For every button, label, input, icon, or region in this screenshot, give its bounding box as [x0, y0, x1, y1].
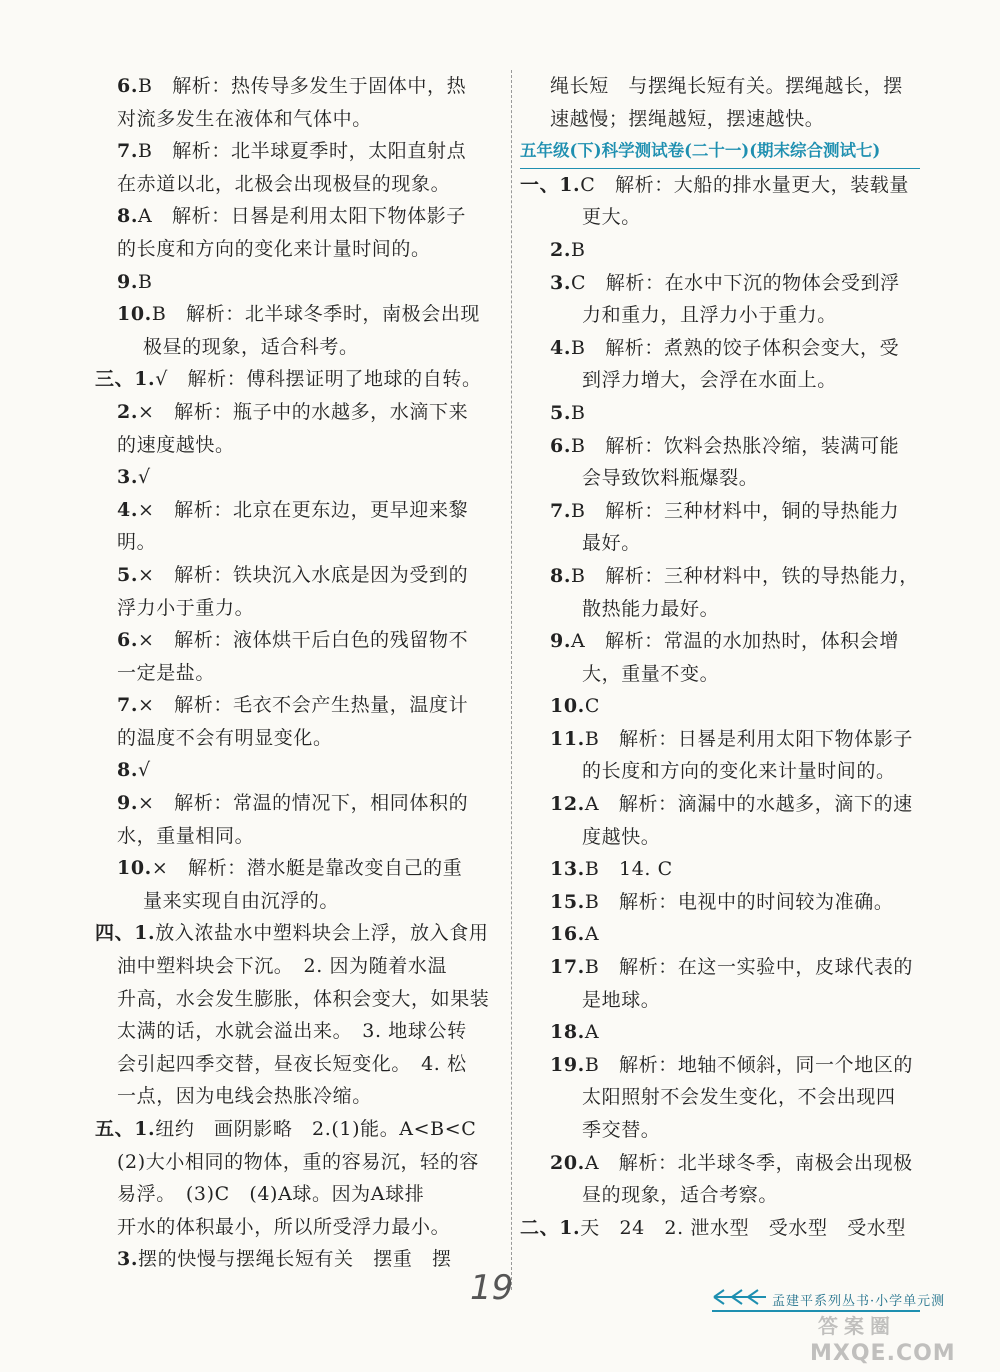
- answer-text: A: [584, 923, 600, 946]
- answer-line: [520, 103, 920, 136]
- answer-line: [95, 1048, 500, 1081]
- answer-text: B 解析：煮熟的饺子体积会变大，受: [571, 336, 900, 359]
- answer-line: [95, 70, 500, 103]
- answer-text: 季交替。: [582, 1119, 661, 1141]
- answer-line: [95, 885, 500, 918]
- answer-line: [520, 1114, 920, 1147]
- answer-text: 一定是盐。: [117, 661, 216, 684]
- answer-line: [95, 331, 500, 364]
- answer-text: 纽约 画阴影略 2.(1)能。A<B<C: [155, 1118, 477, 1140]
- answer-line: [520, 70, 920, 103]
- answer-text: 更大。: [582, 206, 641, 229]
- answer-text: 的速度越快。: [117, 433, 235, 456]
- answer-line: [95, 1015, 500, 1048]
- answer-text: B: [138, 270, 153, 293]
- answer-text: 绳长短 与摆绳长短有关。摆绳越长，摆: [550, 75, 903, 97]
- answer-line: [520, 853, 920, 886]
- question-number: 4.: [117, 498, 139, 521]
- answer-line: [520, 527, 920, 560]
- answer-line: [520, 462, 920, 495]
- answer-line: [95, 526, 500, 559]
- answer-line: [95, 461, 500, 494]
- answer-text: × 解析：铁块沉入水底是因为受到的: [138, 563, 469, 586]
- question-number: 8.: [117, 205, 139, 228]
- answer-text: A 解析：北半球冬季，南极会出现极: [584, 1151, 913, 1174]
- answer-line: [95, 689, 500, 722]
- answer-text: B 解析：地轴不倾斜，同一个地区的: [584, 1053, 914, 1076]
- watermark: [800, 1310, 990, 1368]
- answer-line: [520, 625, 920, 658]
- answer-line: [520, 234, 920, 267]
- answer-text: A 解析：常温的水加热时，体积会增: [571, 630, 899, 653]
- question-number: 4.: [550, 336, 572, 359]
- question-number: 9.: [117, 270, 139, 293]
- answer-line: [520, 430, 920, 463]
- question-number: 3.: [117, 1248, 139, 1271]
- answer-text: B 解析：北半球冬季时，南极会出现: [151, 303, 481, 326]
- question-number: 13.: [550, 858, 585, 881]
- answer-text: 天 24 2. 泄水型 受水型 受水型: [580, 1216, 906, 1239]
- answer-text: × 解析：毛衣不会产生热量，温度计: [138, 694, 469, 717]
- answer-text: 的长度和方向的变化来计量时间的。: [117, 237, 431, 260]
- answer-text: 到浮力增大，会浮在水面上。: [582, 369, 837, 392]
- arrow-icon: [712, 1286, 768, 1308]
- column-divider: [511, 70, 512, 1290]
- answer-text: A 解析：日晷是利用太阳下物体影子: [138, 205, 466, 228]
- answer-line: [95, 1080, 500, 1113]
- answer-text: B 解析：三种材料中，铜的导热能力: [571, 499, 900, 522]
- question-number: 2.: [550, 238, 572, 261]
- answer-text: × 解析：瓶子中的水越多，水滴下来: [138, 400, 469, 423]
- question-number: 10.: [117, 303, 152, 326]
- answer-line: [95, 363, 500, 396]
- answer-line: [95, 852, 500, 885]
- answer-line: [520, 1081, 920, 1114]
- answer-text: 摆的快慢与摆绳长短有关 摆重 摆: [138, 1248, 452, 1271]
- answer-line: [520, 201, 920, 234]
- answer-line: [520, 755, 920, 788]
- answer-line: [95, 200, 500, 233]
- answer-line: [95, 1146, 500, 1179]
- answer-text: B 解析：三种材料中，铁的导热能力，: [571, 564, 919, 587]
- answer-text: B 14. C: [584, 858, 673, 881]
- question-number: 一、1.: [520, 173, 581, 196]
- answer-line: [520, 1049, 920, 1082]
- question-number: 8.: [550, 564, 572, 587]
- question-number: 3.: [117, 466, 139, 489]
- answer-text: 一点，因为电线会热胀冷缩。: [117, 1085, 372, 1108]
- question-number: 6.: [550, 434, 572, 457]
- answer-text: A 解析：滴漏中的水越多，滴下的速: [584, 793, 913, 816]
- answer-text: C 解析：在水中下沉的物体会受到浮: [571, 271, 900, 294]
- answer-text: 的温度不会有明显变化。: [117, 726, 333, 749]
- answer-text: B 解析：在这一实验中，皮球代表的: [584, 956, 914, 979]
- answer-line: [520, 690, 920, 723]
- answer-text: 会引起四季交替，昼夜长短变化。 4. 松: [117, 1052, 467, 1075]
- question-number: 16.: [550, 923, 585, 946]
- answer-text: 是地球。: [582, 988, 661, 1011]
- answer-line: [95, 983, 500, 1016]
- answer-line: [95, 722, 500, 755]
- answer-text: √: [138, 759, 151, 782]
- answer-text: 昼的现象，适合考察。: [582, 1184, 779, 1207]
- answer-text: 量来实现自由沉浮的。: [143, 889, 340, 912]
- answer-line: [520, 299, 920, 332]
- answer-line: [520, 495, 920, 528]
- answer-text: 在赤道以北，北极会出现极昼的现象。: [117, 172, 451, 195]
- answer-line: [520, 984, 920, 1017]
- answer-line: [520, 364, 920, 397]
- question-number: 5.: [117, 563, 139, 586]
- answer-text: B 解析：饮料会热胀冷缩，装满可能: [571, 434, 900, 457]
- question-number: 10.: [117, 857, 152, 880]
- question-number: 7.: [550, 499, 572, 522]
- answer-line: [520, 821, 920, 854]
- watermark-logo-text: 答案圈: [818, 1314, 896, 1338]
- answer-text: B: [571, 401, 586, 424]
- answer-text: 水，重量相同。: [117, 824, 255, 847]
- answer-line: [520, 397, 920, 430]
- answer-line: [95, 657, 500, 690]
- question-number: 9.: [117, 792, 139, 815]
- watermark-url: MXQE.COM: [810, 1341, 956, 1366]
- question-number: 7.: [117, 140, 139, 163]
- question-number: 9.: [550, 630, 572, 653]
- answer-line: [95, 1243, 500, 1276]
- question-number: 四、1.: [95, 922, 156, 945]
- answer-line: [520, 1016, 920, 1049]
- answer-text: × 解析：北京在更东边，更早迎来黎: [138, 498, 469, 521]
- answer-line: [95, 429, 500, 462]
- question-number: 12.: [550, 793, 585, 816]
- question-number: 5.: [550, 401, 572, 424]
- answer-text: 散热能力最好。: [582, 597, 720, 620]
- answer-line: [520, 332, 920, 365]
- answer-line: [520, 723, 920, 756]
- footer-brand: 孟建平系列丛书·小学单元测: [772, 1294, 946, 1309]
- answer-line: [520, 658, 920, 691]
- answer-text: 明。: [117, 531, 157, 554]
- page-number: 19: [470, 1268, 514, 1308]
- answer-line: [95, 494, 500, 527]
- answer-line: [520, 560, 920, 593]
- answer-line: [520, 169, 920, 202]
- answer-text: C: [584, 695, 600, 718]
- answer-line: [95, 1211, 500, 1244]
- question-number: 二、1.: [520, 1216, 581, 1239]
- question-number: 15.: [550, 890, 585, 913]
- answer-text: √ 解析：傅科摆证明了地球的自转。: [155, 368, 482, 391]
- answer-text: 浮力小于重力。: [117, 596, 255, 619]
- answer-text: × 解析：常温的情况下，相同体积的: [138, 792, 469, 815]
- answer-line: [95, 592, 500, 625]
- answer-text: 开水的体积最小，所以所受浮力最小。: [117, 1215, 451, 1238]
- answer-text: 大，重量不变。: [582, 662, 720, 685]
- answer-text: 升高，水会发生膨胀，体积会变大，如果装: [117, 987, 490, 1010]
- question-number: 6.: [117, 75, 139, 97]
- answer-line: [95, 1178, 500, 1211]
- answer-text: × 解析：液体烘干后白色的残留物不: [138, 629, 469, 652]
- answer-line: [95, 950, 500, 983]
- answer-line: [520, 1212, 920, 1245]
- answer-line: [95, 820, 500, 853]
- answer-line: [520, 1147, 920, 1180]
- question-number: 五、1.: [95, 1118, 156, 1140]
- answer-line: [95, 917, 500, 950]
- answer-line: [95, 103, 500, 136]
- question-number: 7.: [117, 694, 139, 717]
- question-number: 17.: [550, 956, 585, 979]
- answer-line: [520, 267, 920, 300]
- question-number: 18.: [550, 1021, 585, 1044]
- answer-text: 放入浓盐水中塑料块会上浮，放入食用: [155, 922, 489, 945]
- answer-line: [520, 886, 920, 919]
- question-number: 6.: [117, 629, 139, 652]
- answer-line: [95, 298, 500, 331]
- answer-text: 油中塑料块会下沉。 2. 因为随着水温: [117, 955, 448, 978]
- answer-text: B 解析：电视中的时间较为准确。: [584, 890, 894, 913]
- answer-text: 力和重力，且浮力小于重力。: [582, 304, 837, 327]
- question-number: 2.: [117, 400, 139, 423]
- answer-line: [95, 266, 500, 299]
- answer-line: [520, 951, 920, 984]
- answer-text: 太阳照射不会发生变化，不会出现四: [582, 1086, 896, 1109]
- right-column: [520, 70, 920, 1244]
- question-number: 20.: [550, 1151, 585, 1174]
- answer-text: 的长度和方向的变化来计量时间的。: [582, 760, 896, 783]
- question-number: 11.: [550, 727, 585, 750]
- section-title: 五年级(下)科学测试卷(二十一)(期末综合测试七): [520, 135, 920, 169]
- answer-text: (2)大小相同的物体，重的容易沉，轻的容: [117, 1150, 479, 1173]
- answer-line: [95, 559, 500, 592]
- answer-line: [95, 754, 500, 787]
- answer-text: B 解析：北半球夏季时，太阳直射点: [138, 140, 467, 163]
- answer-line: [520, 1179, 920, 1212]
- question-number: 19.: [550, 1053, 585, 1076]
- question-number: 3.: [550, 271, 572, 294]
- answer-line: [520, 918, 920, 951]
- answer-line: [95, 396, 500, 429]
- answer-text: 对流多发生在液体和气体中。: [117, 107, 372, 130]
- answer-text: 最好。: [582, 532, 641, 555]
- answer-text: 速越慢；摆绳越短，摆速越快。: [550, 107, 825, 130]
- answer-text: × 解析：潜水艇是靠改变自己的重: [151, 857, 463, 880]
- question-number: 10.: [550, 695, 585, 718]
- answer-line: [520, 593, 920, 626]
- answer-line: [95, 168, 500, 201]
- answer-line: [95, 787, 500, 820]
- answer-text: B: [571, 238, 586, 261]
- answer-text: 太满的话，水就会溢出来。 3. 地球公转: [117, 1020, 467, 1043]
- answer-line: [95, 135, 500, 168]
- answer-text: √: [138, 466, 151, 489]
- answer-text: 极昼的现象，适合科考。: [143, 335, 359, 358]
- answer-text: 度越快。: [582, 825, 661, 848]
- question-number: 三、1.: [95, 368, 156, 391]
- answer-text: A: [584, 1021, 600, 1044]
- answer-line: [95, 233, 500, 266]
- answer-line: [95, 624, 500, 657]
- answer-line: [520, 788, 920, 821]
- question-number: 8.: [117, 759, 139, 782]
- answer-text: C 解析：大船的排水量更大，装载量: [580, 173, 909, 196]
- answer-line: [95, 1113, 500, 1146]
- answer-text: 会导致饮料瓶爆裂。: [582, 467, 759, 490]
- left-column: [95, 70, 500, 1276]
- answer-text: B 解析：日晷是利用太阳下物体影子: [584, 727, 914, 750]
- answer-text: 易浮。 (3)C (4)A球。因为A球排: [117, 1183, 425, 1206]
- answer-text: B 解析：热传导多发生于固体中，热: [138, 75, 467, 97]
